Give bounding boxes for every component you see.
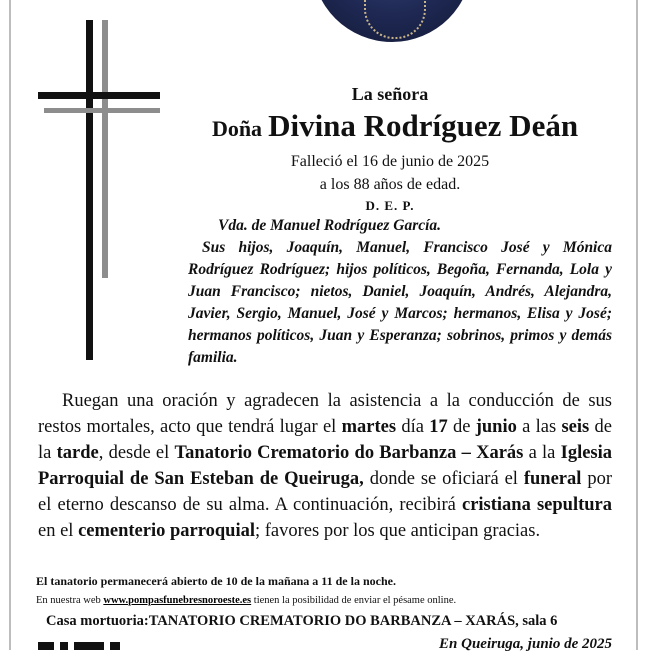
ceremony-text: , desde el: [98, 443, 175, 463]
deceased-photo: [312, 0, 472, 42]
death-date: Falleció el 16 de junio de 2025: [290, 153, 490, 170]
website-link[interactable]: www.pompasfunebresnoroeste.es: [103, 595, 252, 606]
relatives-text: Sus hijos, Joaquín, Manuel, Francisco José y Mónica Rodríguez Rodríguez; hijos políticos, Begoña, Fernanda, Lola y Juan Francisco; nietos, Daniel, Joaquín, Andrés, Alejandra, Javier, Sergio, Manuel, José y Marcos; hermanos, Elisa y José; hermanos políticos, Juan y Esperanza; sobrinos, primos y demás familia.: [188, 239, 612, 366]
tanatorio-hours-note: El tanatorio permanecerá abierto de 10 de la mañana a 11 de la noche.: [36, 574, 396, 588]
family-block: [188, 215, 612, 369]
ceremony-hour: seis: [561, 417, 590, 437]
name-prefix: Doña: [211, 116, 263, 141]
casa-mortuoria: [46, 613, 557, 630]
ceremony-date-number: 17: [429, 417, 448, 437]
right-border: [636, 0, 638, 650]
web-note-prefix: En nuestra web: [36, 595, 104, 606]
ceremony-text: ; favores por los que anticipan gracias.: [254, 521, 541, 541]
ceremony-text: de la: [38, 417, 612, 463]
web-note: [36, 595, 456, 606]
ceremony-text: Ruegan una oración y agradecen la asistencia a la conducción de sus restos mortales, acto que tendrá lugar el: [38, 391, 612, 437]
ceremony-time-of-day: tarde: [56, 443, 99, 463]
ceremony-funeral-home: Tanatorio Crematorio do Barbanza – Xarás: [174, 443, 524, 463]
ceremony-text: de: [447, 417, 476, 437]
ceremony-text: día: [396, 417, 430, 437]
age-text: a los 88 años de edad.: [319, 176, 461, 193]
ceremony-text: por el eterno descanso de su alma. A continuación, recibirá: [38, 469, 612, 515]
casa-label: Casa mortuoria:: [46, 613, 149, 629]
ceremony-church: Iglesia Parroquial de San Esteban de Queiruga,: [38, 443, 613, 489]
place-date: En Queiruga, junio de 2025: [439, 636, 612, 652]
ceremony-cemetery: cementerio parroquial: [78, 521, 255, 541]
ceremony-burial: cristiana sepultura: [461, 495, 613, 515]
rip-text: D. E. P.: [365, 198, 415, 213]
cross-icon: [38, 20, 160, 360]
deceased-name: Divina Rodríguez Deán: [268, 108, 579, 143]
ceremony-text: en el: [38, 521, 79, 541]
ceremony-month: junio: [475, 417, 517, 437]
deceased-name-line: [170, 108, 620, 144]
casa-value: TANATORIO CREMATORIO DO BARBANZA – XARÁS, sala 6: [148, 613, 558, 629]
ceremony-text: a la: [523, 443, 561, 463]
ceremony-text: a las: [516, 417, 562, 437]
bottom-logo-fragment: [38, 642, 138, 650]
ceremony-funeral: funeral: [523, 469, 582, 489]
ceremony-text: donde se oficiará el: [363, 469, 524, 489]
intro-text: La señora: [351, 84, 429, 104]
ceremony-day: martes: [341, 417, 397, 437]
ceremony-paragraph: [38, 388, 612, 544]
web-note-suffix: tienen la posibilidad de enviar el pésame online.: [251, 595, 457, 606]
widow-text: Vda. de Manuel Rodríguez García.: [218, 217, 442, 234]
left-border: [9, 0, 11, 650]
